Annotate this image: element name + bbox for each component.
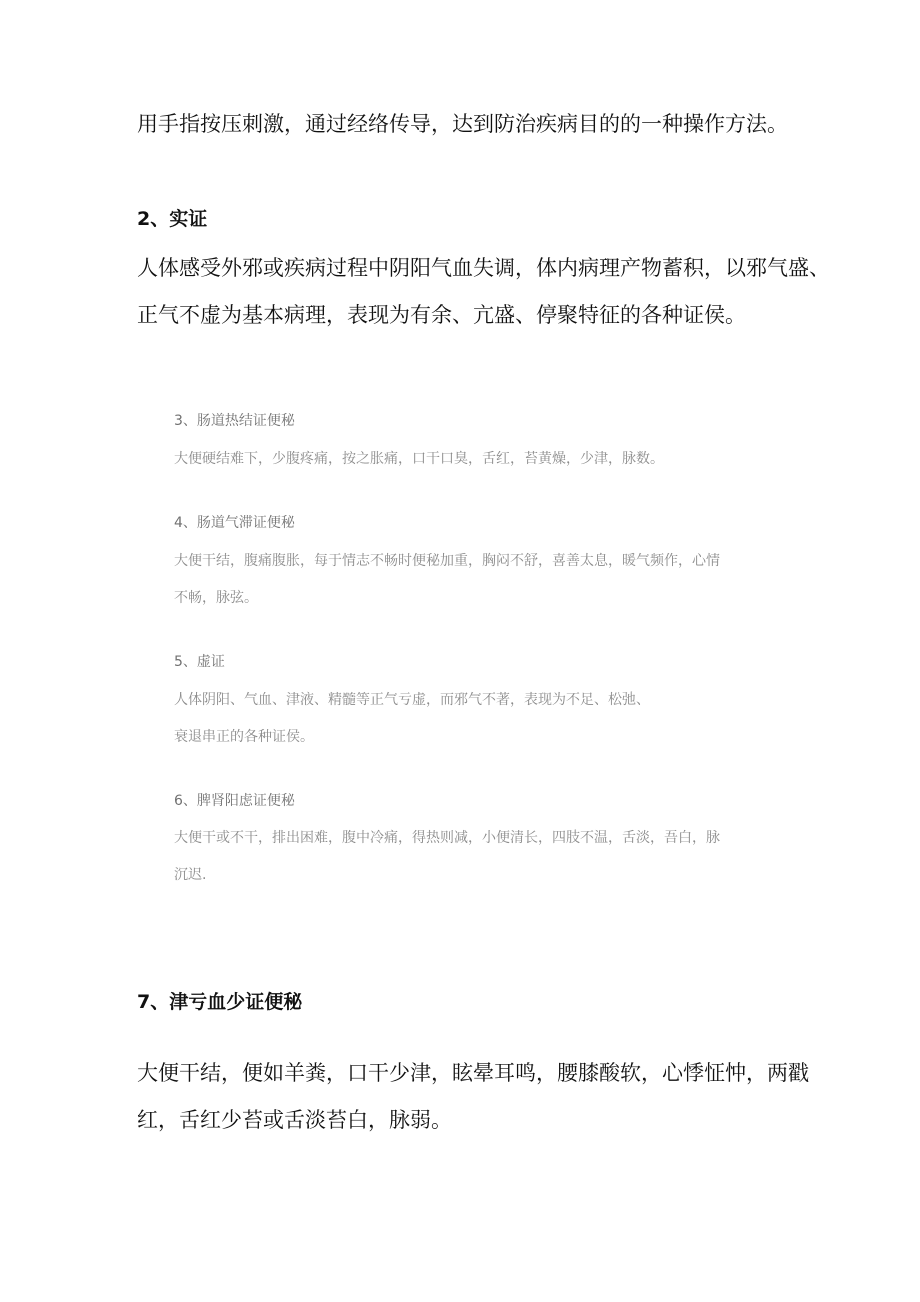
section-6-line-1: 大便干或不干，排出困难，腹中冷痛，得热则减，小便清长，四肢不温，舌淡，吾白，脉 xyxy=(174,830,720,846)
section-7-line-1: 大便干结，便如羊粪，口干少津，眩晕耳鸣，腰膝酸软，心悸怔忡，两戳 xyxy=(137,1061,809,1085)
section-heading-5: 5、虚证 xyxy=(174,654,225,670)
section-heading-4: 4、肠道气滞证便秘 xyxy=(174,515,295,531)
section-5-line-1: 人体阴阳、气血、津液、精髓等正气亏虚，而邪气不著，表现为不足、松弛、 xyxy=(174,692,650,708)
section-heading-2: 2、实证 xyxy=(137,208,208,230)
section-2-line-1: 人体感受外邪或疾病过程中阴阳气血失调，体内病理产物蓄积，以邪气盛、 xyxy=(137,256,830,280)
section-4-line-2: 不畅，脉弦。 xyxy=(174,590,258,606)
section-4-line-1: 大便干结，腹痛腹胀，每于情志不畅时便秘加重，胸闷不舒，喜善太息，暖气频作，心情 xyxy=(174,553,720,569)
intro-text: 用手指按压刺激，通过经络传导，达到防治疾病目的的一种操作方法。 xyxy=(137,112,788,136)
section-6-line-2: 沉迟. xyxy=(174,867,207,883)
section-heading-7: 7、津亏血少证便秘 xyxy=(137,991,303,1013)
section-5-line-2: 衰退串正的各种证侯。 xyxy=(174,729,314,745)
section-7-line-2: 红，舌红少苔或舌淡苔白，脉弱。 xyxy=(137,1108,452,1132)
section-2-line-2: 正气不虚为基本病理，表现为有余、亢盛、停聚特征的各种证侯。 xyxy=(137,303,746,327)
section-3-line-1: 大便硬结难下，少腹疼痛，按之胀痛，口干口臭，舌红，苔黄燥，少津，脉数。 xyxy=(174,451,664,467)
section-heading-3: 3、肠道热结证便秘 xyxy=(174,413,295,429)
section-heading-6: 6、脾肾阳虑证便秘 xyxy=(174,793,295,809)
